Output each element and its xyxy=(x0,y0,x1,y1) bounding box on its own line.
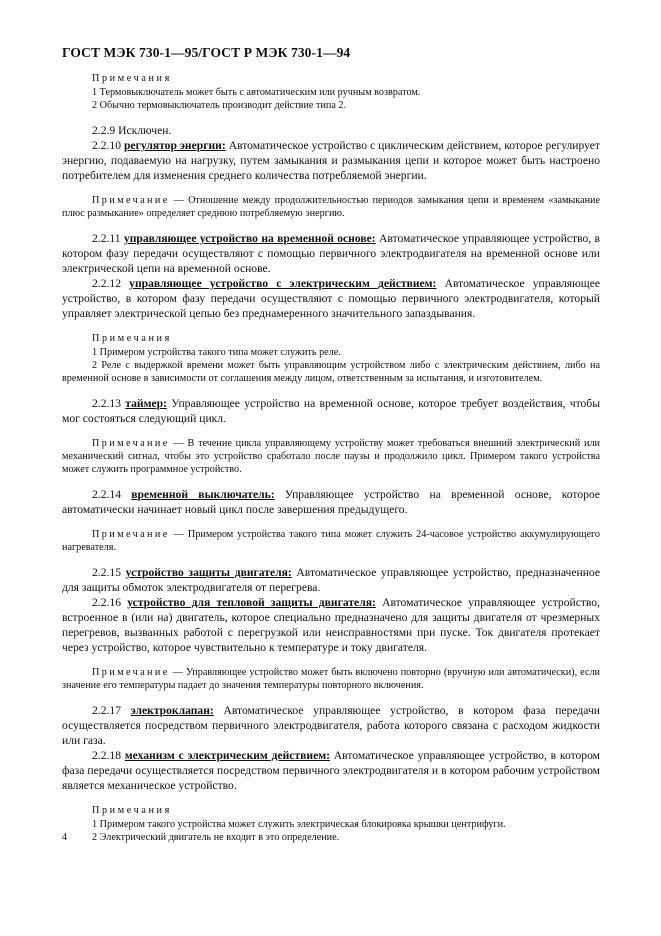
clause-number: 2.2.10 xyxy=(92,139,121,152)
clause-term: устройство защиты двигателя: xyxy=(125,566,292,579)
clause-text: Автоматическое управляющее устройство, в котором фаза передачи осуществляется посредством первичного электродвигателя, работа которого связана с расходом жидкости или газа. xyxy=(62,704,600,747)
clause-2-2-10 xyxy=(62,138,600,183)
clause-number: 2.2.14 xyxy=(92,488,121,501)
clause-term: управляющее устройство с электрическим действием: xyxy=(129,277,437,290)
note-text: — В течение цикла управляющему устройству может требоваться внешний электрический или механический сигнал, чтобы это устройство сработало после паузы и продолжило цикл. Примером такого устройства может служить программное устройство. xyxy=(62,438,600,475)
notes-electric-action xyxy=(62,332,600,385)
clause-term: электроклапан: xyxy=(130,704,214,717)
note-item: 1 Термовыключатель может быть с автоматическим или ручным возвратом. xyxy=(92,87,421,98)
notes-heading: Примечания xyxy=(92,333,172,344)
clause-number: 2.2.18 xyxy=(92,749,121,762)
note-text: — Примером устройства такого типа может служить 24-часовое устройство аккумулирующего нагревателя. xyxy=(62,529,601,553)
clause-2-2-13 xyxy=(62,396,600,426)
clause-text: Автоматическое управляющее устройство, в котором фазу передачи осуществляют с помощью первичного электродвигателя на временной основе или электрической цепи на временной основе. xyxy=(62,232,600,275)
clause-2-2-11 xyxy=(62,231,600,276)
notes-thermal-switch xyxy=(62,72,600,112)
clause-text: Управляющее устройство на временной основе, которое автоматически начинает новый цикл после завершения предыдущего. xyxy=(62,488,601,516)
note-timer xyxy=(62,437,600,476)
clause-2-2-16 xyxy=(62,595,600,655)
note-label: Примечание xyxy=(92,438,170,449)
clause-term: временной выключатель: xyxy=(131,488,275,501)
clause-text: Автоматическое управляющее устройство, встроенное в (или на) двигатель, которое специально предназначено для защиты двигателя от чрезмерных перегревов, вызванных работой с перегрузкой или неисправностями при пуске. Ток двигателя протекает через устройство, которое чувствительно к температуре и току двигателя. xyxy=(62,596,601,654)
clause-text: Управляющее устройство на временной основе, которое требует воздействия, чтобы мог состояться следующий цикл. xyxy=(62,397,600,425)
notes-heading: Примечания xyxy=(92,805,172,816)
clause-2-2-12 xyxy=(62,276,600,321)
note-label: Примечание xyxy=(92,529,170,540)
note-item: 2 Обычно термовыключатель производит действие типа 2. xyxy=(92,100,347,111)
clause-2-2-18 xyxy=(62,748,600,793)
document-header: ГОСТ МЭК 730-1—95/ГОСТ Р МЭК 730-1—94 xyxy=(62,45,351,60)
clause-number: 2.2.11 xyxy=(92,232,121,245)
note-energy-regulator xyxy=(62,194,600,220)
note-item: 2 Реле с выдержкой времени может быть управляющим устройством либо с электрическим действием, либо на временной основе в зависимости от соглашения между лицом, ответственным за испытания, и изготовителем. xyxy=(62,360,600,384)
clause-term: управляющее устройство на временной основе: xyxy=(123,232,376,245)
clause-term: устройство для тепловой защиты двигателя: xyxy=(127,596,376,609)
note-text: — Отношение между продолжительностью периодов замыкания цепи и временем «замыкание плюс размыкание» определяет среднюю потребляемую энергию. xyxy=(62,195,600,219)
clause-number: 2.2.16 xyxy=(92,596,121,609)
clause-term: регулятор энергии: xyxy=(123,139,226,152)
clause-text: Автоматическое устройство с циклическим действием, которое регулирует энергию, подаваемую на нагрузку, путем замыкания и размыкания цепи и которое может быть настроено потребителем для изменения среднего количества потребляемой энергии. xyxy=(62,139,600,182)
clause-2-2-14 xyxy=(62,487,600,517)
note-time-switch xyxy=(62,528,600,554)
clause-text: Автоматическое управляющее устройство, предназначенное для защиты обмоток электродвигателя от перегрева. xyxy=(62,566,600,594)
note-item: 1 Примером такого устройства может служить электрическая блокировка крышки центрифуги. xyxy=(92,819,506,830)
clause-number: 2.2.13 xyxy=(92,397,121,410)
note-text: — Управляющее устройство может быть включено повторно (вручную или автоматически), если значение его температуры падает до значения температуры повторного включения. xyxy=(62,667,600,691)
note-label: Примечание xyxy=(92,195,170,206)
clause-term: механизм с электрическим действием: xyxy=(124,749,330,762)
clause-2-2-15 xyxy=(62,565,600,595)
clause-number: 2.2.15 xyxy=(92,566,121,579)
clause-2-2-17 xyxy=(62,703,600,748)
page-number: 4 xyxy=(62,832,67,843)
notes-heading: Примечания xyxy=(92,73,172,84)
clause-term: таймер: xyxy=(125,397,167,410)
note-label: Примечание xyxy=(92,667,170,678)
note-item: 2 Электрический двигатель не входит в это определение. xyxy=(92,832,340,843)
clause-2-2-9: 2.2.9 Исключен. xyxy=(92,124,172,137)
clause-text: Автоматическое управляющее устройство, в котором фазу передачи осуществляют с помощью первичного электродвигателя, который управляет электрической цепью без преднамеренного значительного запаздывания. xyxy=(62,277,601,320)
clause-number: 2.2.17 xyxy=(92,704,121,717)
clause-number: 2.2.12 xyxy=(92,277,121,290)
note-item: 1 Примером устройства такого типа может служить реле. xyxy=(92,347,341,358)
document-body xyxy=(62,72,600,844)
clause-text: Автоматическое управляющее устройство, в котором фаза передачи осуществляется посредством первичного электродвигателя и в котором рабочим устройством является механическое устройство. xyxy=(62,749,601,792)
notes-electric-mechanism xyxy=(62,804,600,844)
note-motor-protection xyxy=(62,666,600,692)
